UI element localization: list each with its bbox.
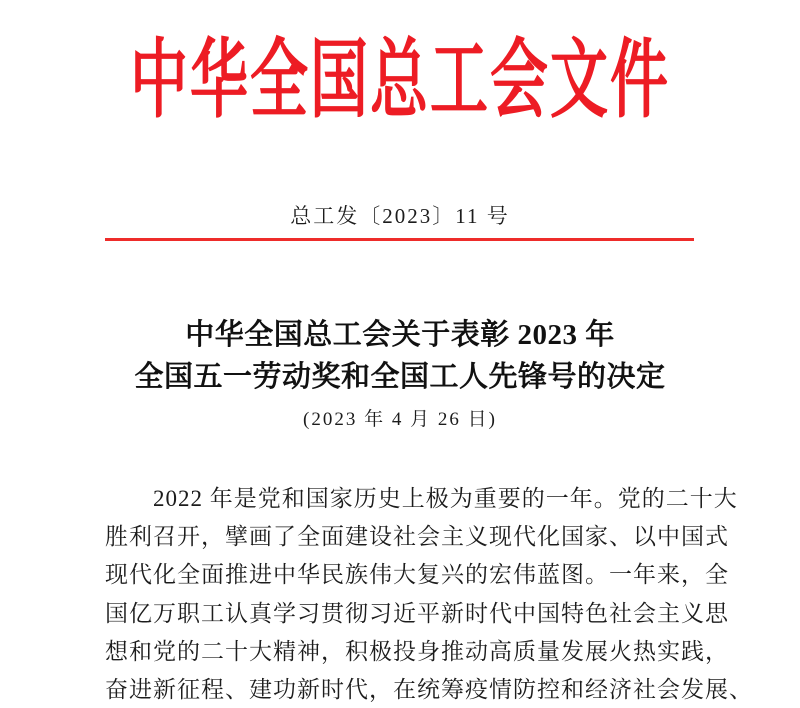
body-line: 奋进新征程、建功新时代，在统筹疫情防控和经济社会发展、 [105,676,753,702]
decision-title-line2: 全国五一劳动奖和全国工人先锋号的决定 [134,361,666,393]
body-line: 胜利召开，擘画了全面建设社会主义现代化国家、以中国式 [105,524,729,550]
decision-title-line1: 中华全国总工会关于表彰 2023 年 [185,319,615,351]
document-header-title: 中华全国总工会文件 [129,32,670,129]
decision-title [0,314,800,398]
body-line: 国亿万职工认真学习贯彻习近平新时代中国特色社会主义思 [105,600,729,626]
body-line: 2022 年是党和国家历史上极为重要的一年。党的二十大 [153,486,738,511]
body-paragraph [105,480,753,708]
decision-date: (2023 年 4 月 26 日) [303,409,497,430]
body-line: 现代化全面推进中华民族伟大复兴的宏伟蓝图。一年来，全 [105,562,729,588]
red-divider-line [105,238,694,241]
body-line: 想和党的二十大精神，积极投身推动高质量发展火热实践， [105,638,729,664]
document-number: 总工发〔2023〕11 号 [290,204,510,228]
